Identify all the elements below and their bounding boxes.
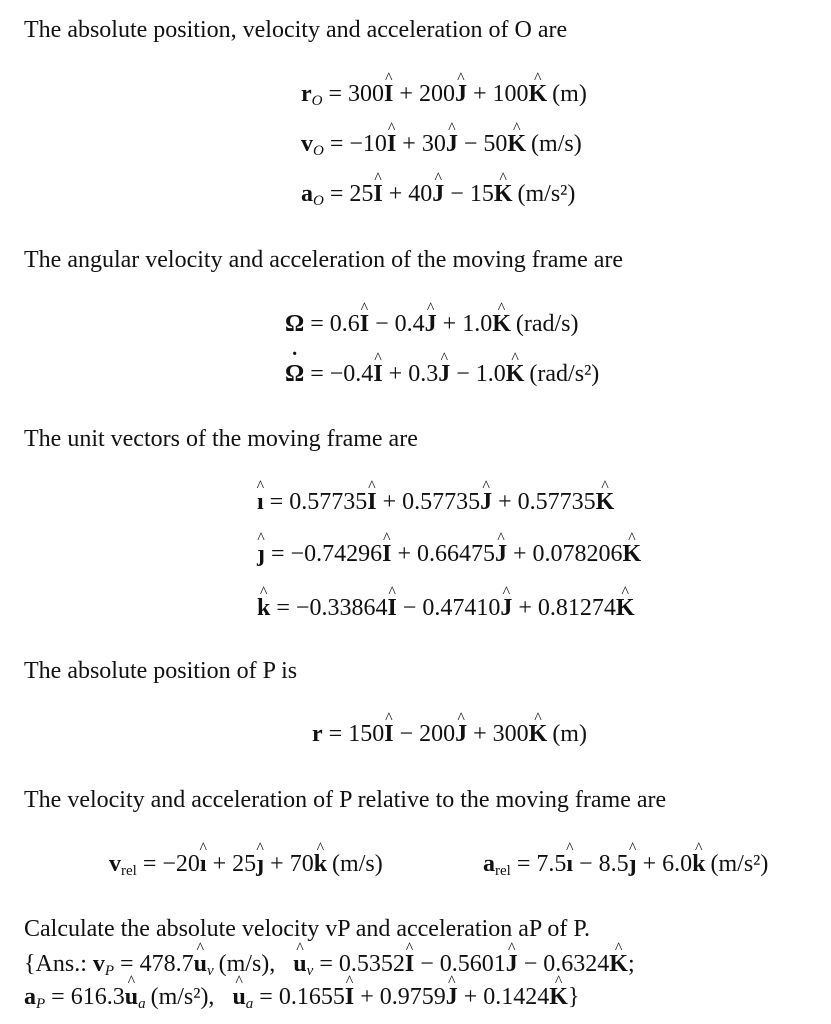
eq-rO: $r_O = 300I$ ^ + 200J ^ + 100K ^ (m): [301, 82, 587, 106]
intro-frame-text: The angular velocity and acceleration of the moving frame are: [24, 247, 624, 273]
calc-text: Calculate the absolute velocity vP and acceleration aP of P.: [24, 916, 591, 942]
eq-aO: $a_O = 25I$ ^ + 40J ^ − 15K ^ (m/s²): [301, 182, 575, 206]
eq-omega: Ω = 0.6I ^ − 0.4J ^ + 1.0K ^ (rad/s): [285, 312, 579, 336]
eq-ihat: ı ^ = 0.57735I ^ + 0.57735J ^ + 0.57735K ^: [257, 490, 614, 514]
intro-P-text: The absolute position of P is: [24, 658, 298, 684]
eq-omega-dot: Ω ˙ = −0.4I ^ + 0.3J ^ − 1.0K ^ (rad/s²): [285, 362, 599, 386]
intro-rel-text: The velocity and acceleration of P relative to the moving frame are: [24, 787, 667, 813]
answer-line-1: {Ans.: $v_P = 478.7u$ $\^{}_v$ (m/s), u $\^{}_v = 0.5352I$ ^ − 0.5601J ^ − 0.6324K ^;: [24, 952, 635, 976]
eq-jhat: ȷ ^ = −0.74296I ^ + 0.66475J ^ + 0.078206K ^: [257, 542, 641, 566]
eq-arel: $a_{rel}$ = 7.5ı ^ − 8.5ȷ ^ + 6.0k ^ (m/s²): [483, 852, 768, 876]
intro-O-text: The absolute position, velocity and acceleration of O are: [24, 17, 568, 43]
answer-line-2: $a_P = 616.3u$ $\^{}_a$ (m/s²), u $\^{}_a = 0.1655I$ ^ + 0.9759J ^ + 0.1424K ^}: [24, 985, 579, 1009]
eq-rP: r = 150I ^ − 200J ^ + 300K ^ (m): [312, 722, 587, 746]
eq-khat: k ^ = −0.33864I ^ − 0.47410J ^ + 0.81274K ^: [257, 596, 635, 620]
intro-units-text: The unit vectors of the moving frame are: [24, 426, 418, 452]
eq-vO: $v_O = -10I$ ^ + 30J ^ − 50K ^ (m/s): [301, 132, 582, 156]
eq-vrel: $v_{rel}$ = −20ı ^ + 25ȷ ^ + 70k ^ (m/s): [109, 852, 383, 876]
